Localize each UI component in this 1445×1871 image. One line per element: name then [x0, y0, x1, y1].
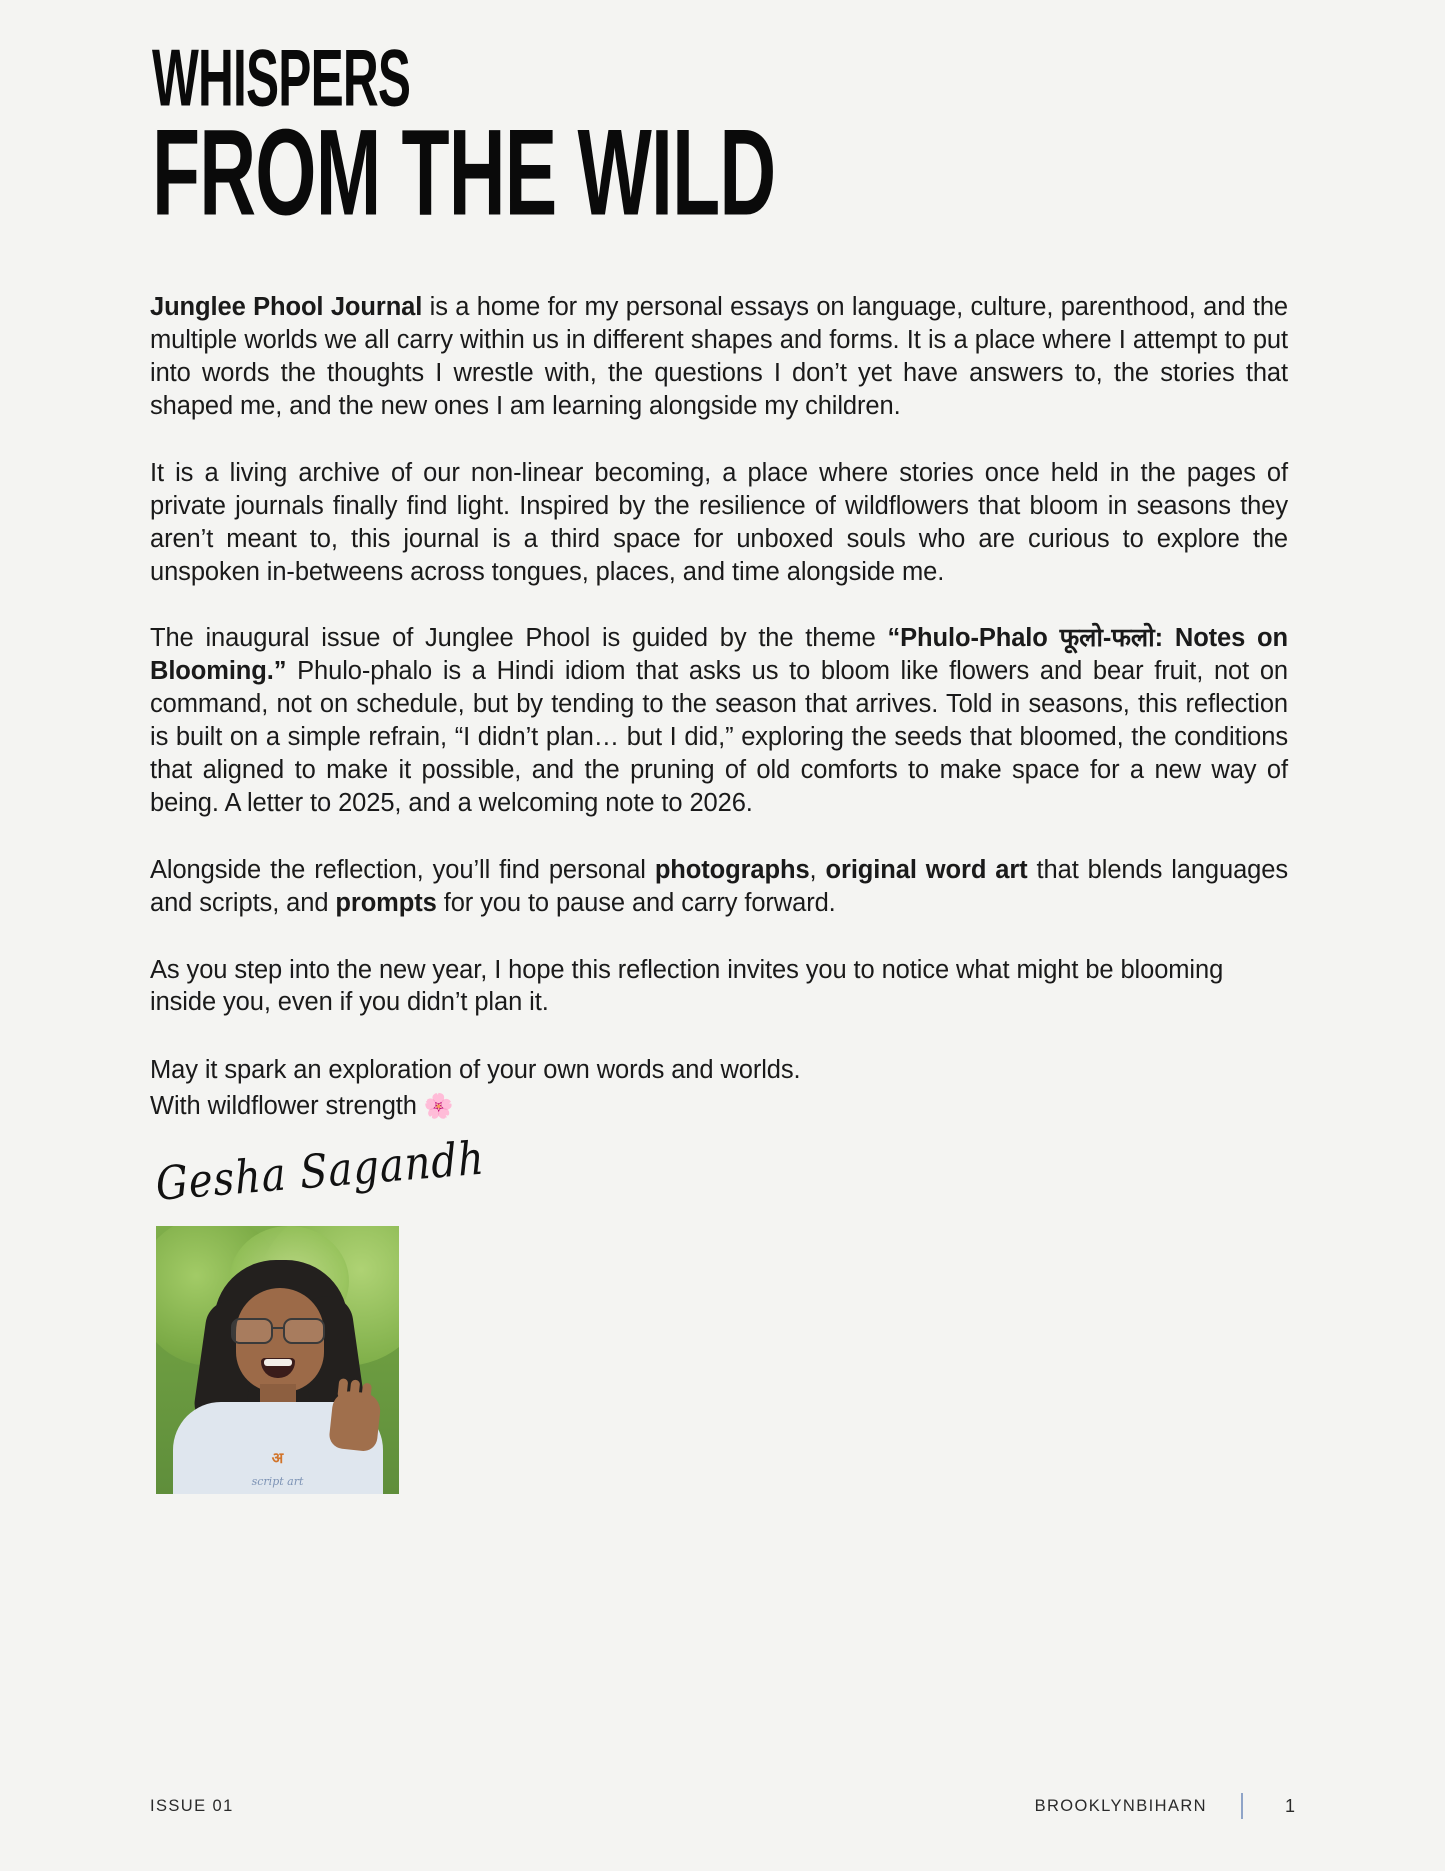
page-footer [150, 1793, 1295, 1819]
shirt-subtext: script art [251, 1474, 304, 1488]
masthead [150, 0, 1295, 242]
paragraph-archive: It is a living archive of our non-linear becoming, a place where stories once held in the pages of private journals finally find light. Inspired by the resilience of wildflowers that bloom in seasons they aren’t meant to, this journal is a third space for unboxed souls who are curious to explore the unspoken in-betweens across tongues, places, and time alongside me. [150, 458, 1288, 586]
theme-title: “Phulo-Phalo फूलो-फलो: Notes on Blooming.” [150, 624, 1288, 686]
author-portrait [156, 1226, 399, 1494]
portrait-waving-hand [328, 1389, 382, 1452]
author-signature: Gesha Sagandh [154, 1131, 487, 1212]
journal-name: Junglee Phool Journal [150, 293, 423, 322]
paragraph-contents-d: for you to pause and carry forward. [436, 888, 836, 917]
footer-page-number: 1 [1284, 1795, 1295, 1816]
page-content [150, 0, 1295, 1871]
body-copy [150, 291, 1288, 1123]
glasses-lens-right [283, 1318, 325, 1344]
glasses-icon [231, 1318, 325, 1340]
flower-icon: 🌸 [423, 1092, 454, 1120]
footer-divider [1241, 1793, 1243, 1819]
highlight-prompts: prompts [335, 888, 437, 917]
signoff-line-2: With wildflower strength [150, 1091, 424, 1120]
highlight-photographs: photographs [654, 855, 810, 884]
paragraph-contents-a: Alongside the reflection, you’ll find personal [150, 855, 655, 884]
masthead-line-1: WHISPERS [152, 34, 411, 124]
paragraph-closing: As you step into the new year, I hope this reflection invites you to notice what might be blooming inside you, even if you didn’t plan it. [150, 955, 1224, 1017]
highlight-word-art: original word art [825, 855, 1028, 884]
masthead-line-2: FROM THE WILD [152, 104, 776, 242]
paragraph-theme [150, 622, 1288, 819]
signoff-line-1: May it spark an exploration of your own words and worlds. [150, 1056, 801, 1085]
paragraph-theme-a: The inaugural issue of Junglee Phool is guided by the theme [150, 624, 888, 653]
shirt-script-text: अ [271, 1448, 284, 1467]
footer-brand: BROOKLYNBIHARN [1034, 1796, 1207, 1815]
footer-issue: ISSUE 01 [150, 1796, 234, 1815]
paragraph-theme-b: Phulo-phalo is a Hindi idiom that asks us to bloom like flowers and bear fruit, not on command, not on schedule, but by tending to the season that arrives. Told in seasons, this reflection is built on a simple refrain, “I didn’t plan… but I did,” exploring the seeds that bloomed, the conditions that aligned to make it possible, and the pruning of old comforts to make space for a new way of being. A letter to 2025, and a welcoming note to 2026. [150, 657, 1288, 817]
paragraph-contents-c: that blends languages and scripts, and [150, 855, 1288, 917]
paragraph-intro [150, 291, 1288, 423]
paragraph-intro-text: is a home for my personal essays on language, culture, parenthood, and the multiple worlds we all carry within us in different shapes and forms. It is a place where I attempt to put into words the thoughts I wrestle with, the questions I don’t yet have answers to, the stories that shaped me, and the new ones I am learning alongside my children. [150, 293, 1288, 421]
paragraph-contents [150, 854, 1288, 920]
paragraph-contents-sep: , [809, 855, 826, 884]
glasses-lens-left [231, 1318, 273, 1344]
